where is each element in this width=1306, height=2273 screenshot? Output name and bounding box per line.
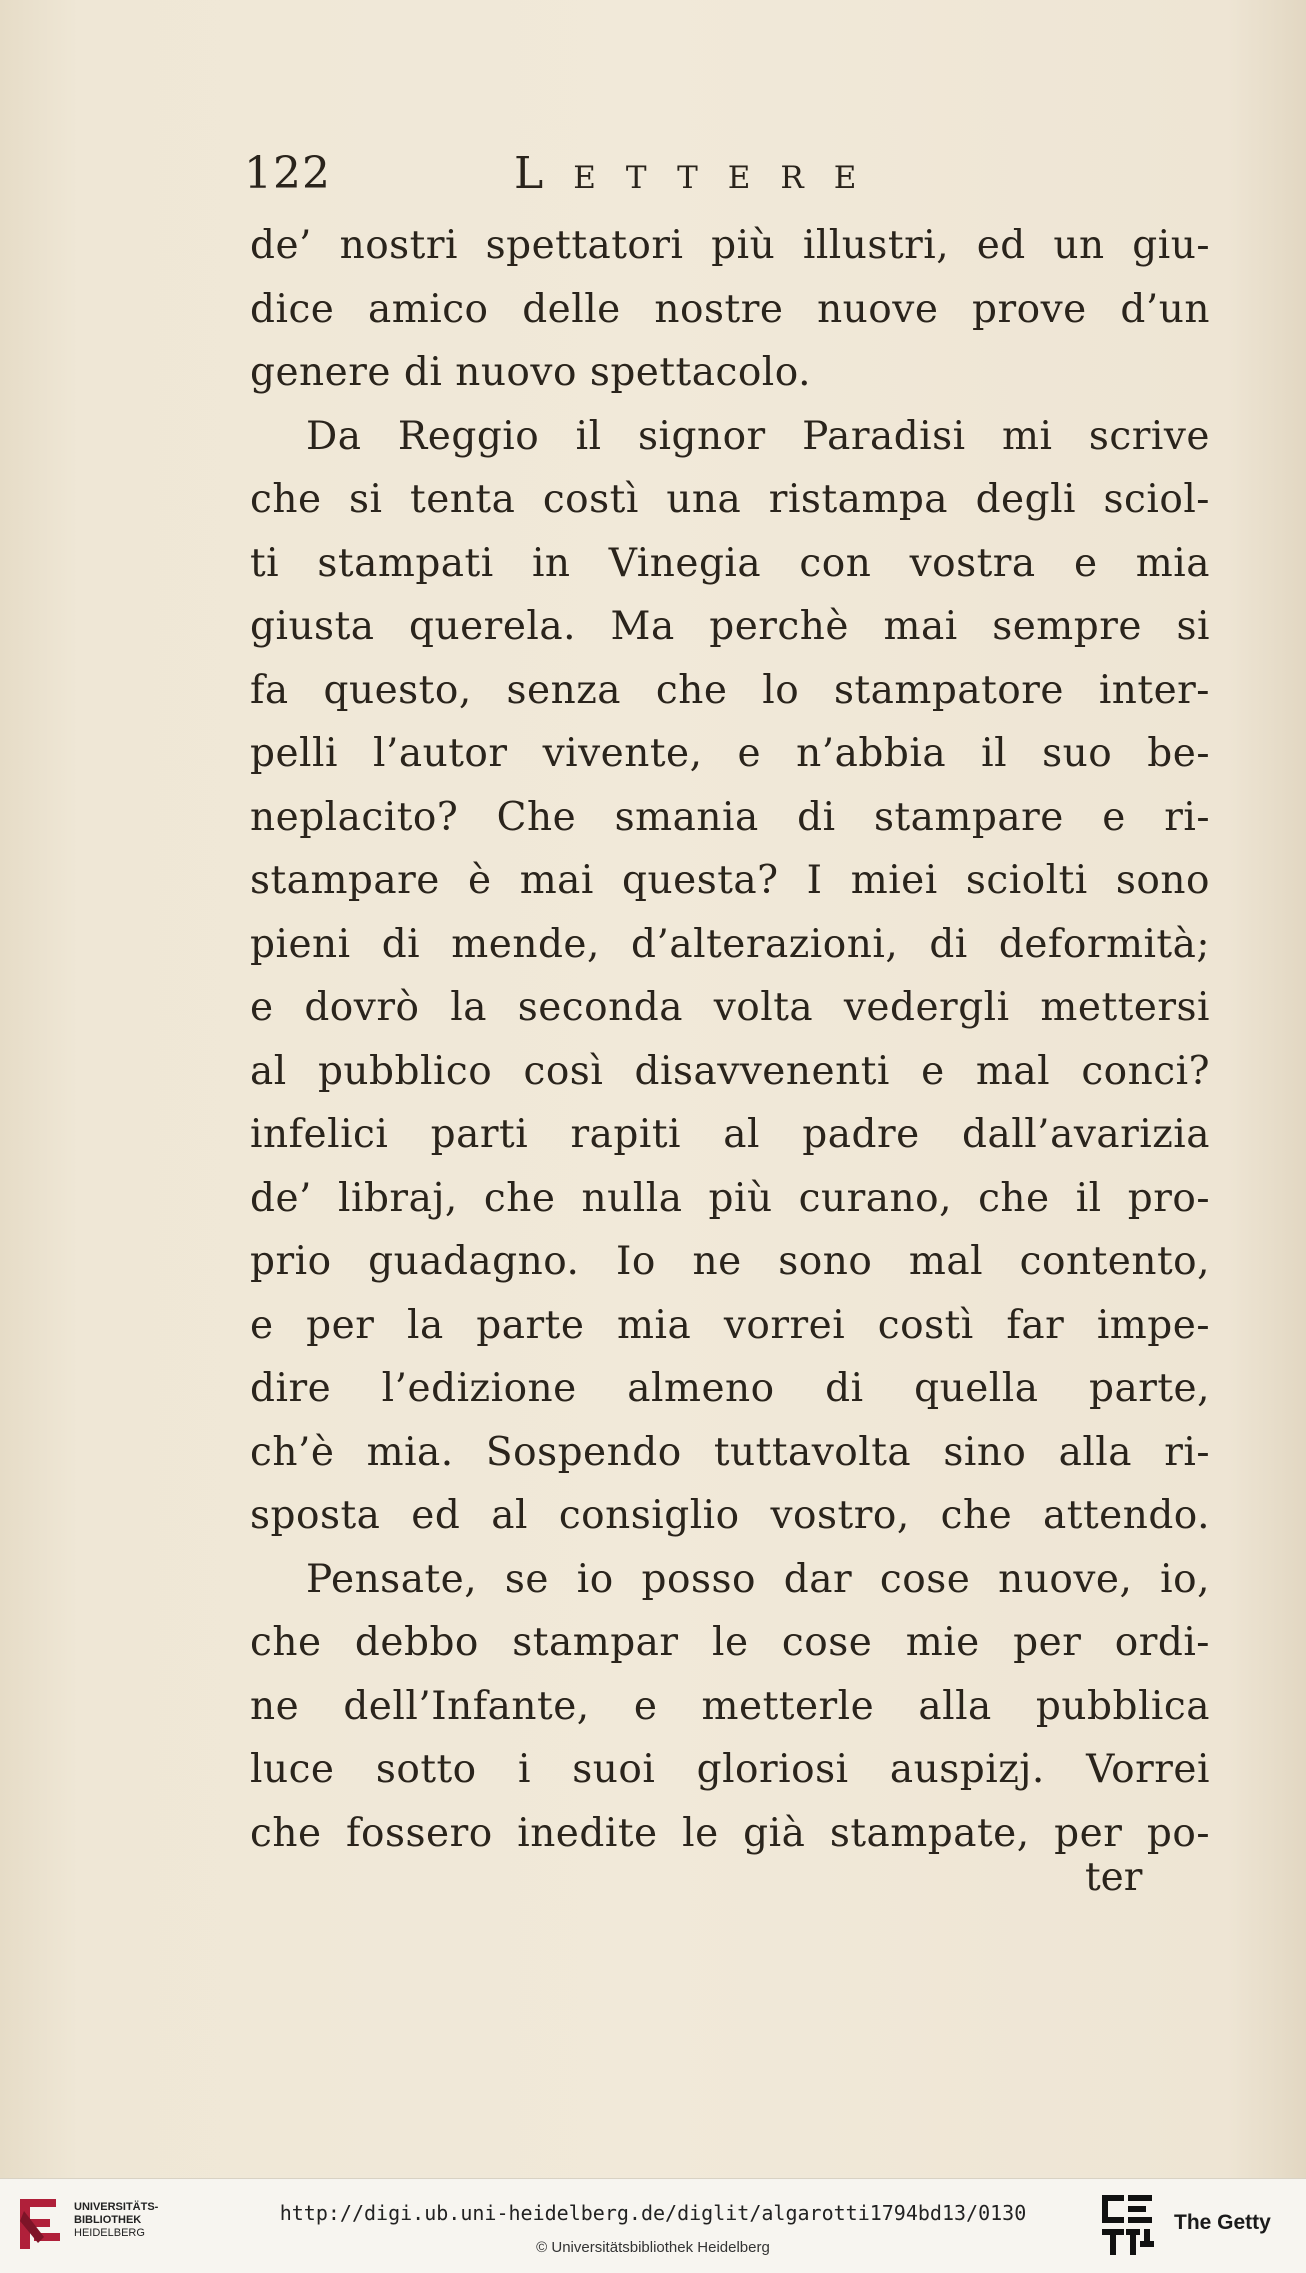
running-title: Lettere	[514, 148, 887, 199]
text-line: e dovrò la seconda volta vedergli mettersi	[250, 985, 1210, 1030]
text-line: ch’è mia. Sospendo tuttavolta sino alla ri-	[250, 1429, 1210, 1475]
getty-mark-icon	[1100, 2193, 1156, 2259]
text-line: Da Reggio il signor Paradisi mi scrive	[306, 413, 1210, 459]
copyright-notice: © Universitätsbibliothek Heidelberg	[536, 2239, 770, 2256]
text-line: de’ nostri spettatori più illustri, ed un giu-	[250, 223, 1210, 268]
text-line: pieni di mende, d’alterazioni, di deformità;	[250, 921, 1210, 967]
text-line: genere di nuovo spettacolo.	[250, 350, 811, 395]
text-line: che si tenta costì una ristampa degli sciol-	[250, 477, 1210, 522]
text-line: de’ libraj, che nulla più curano, che il pro-	[250, 1175, 1210, 1221]
text-line: ti stampati in Vinegia con vostra e mia	[250, 540, 1210, 586]
catchword: ter	[1085, 1855, 1143, 1900]
text-line: neplacito? Che smania di stampare e ri-	[250, 794, 1210, 840]
body-text	[250, 214, 1210, 1865]
text-line: infelici parti rapiti al padre dall’avarizia	[250, 1112, 1210, 1157]
text-line: che fossero inedite le già stampate, per po-	[250, 1810, 1210, 1856]
text-line: stampare è mai questa? I miei sciolti sono	[250, 858, 1210, 903]
text-line: pelli l’autor vivente, e n’abbia il suo be-	[250, 731, 1210, 776]
permalink-url[interactable]: http://digi.ub.uni-heidelberg.de/diglit/algarotti1794bd13/0130	[279, 2201, 1027, 2225]
text-line: e per la parte mia vorrei costì far impe-	[250, 1302, 1210, 1348]
text-line: fa questo, senza che lo stampatore inter-	[250, 667, 1210, 713]
text-line: ne dell’Infante, e metterle alla pubblica	[250, 1683, 1210, 1729]
text-line: dire l’edizione almeno di quella parte,	[250, 1366, 1210, 1411]
page-number: 122	[244, 148, 331, 199]
library-name-line: BIBLIOTHEK	[74, 2214, 142, 2226]
text-line: prio guadagno. Io ne sono mal contento,	[250, 1239, 1210, 1284]
text-line: al pubblico così disavvenenti e mal conci?	[250, 1048, 1210, 1094]
text-line: luce sotto i suoi gloriosi auspizj. Vorrei	[250, 1747, 1210, 1792]
page-header	[244, 148, 1204, 208]
footer-bar	[0, 2178, 1306, 2273]
text-line: che debbo stampar le cose mie per ordi-	[250, 1620, 1210, 1665]
text-line: giusta querela. Ma perchè mai sempre si	[250, 604, 1210, 649]
library-name-line: HEIDELBERG	[74, 2227, 145, 2239]
text-line: sposta ed al consiglio vostro, che attendo.	[250, 1493, 1210, 1538]
text-line: dice amico delle nostre nuove prove d’un	[250, 286, 1210, 332]
text-line: Pensate, se io posso dar cose nuove, io,	[306, 1556, 1210, 1602]
getty-logo[interactable]	[1100, 2193, 1156, 2259]
sponsor-name: The Getty	[1174, 2211, 1271, 2234]
library-name-line: UNIVERSITÄTS-	[74, 2201, 159, 2213]
